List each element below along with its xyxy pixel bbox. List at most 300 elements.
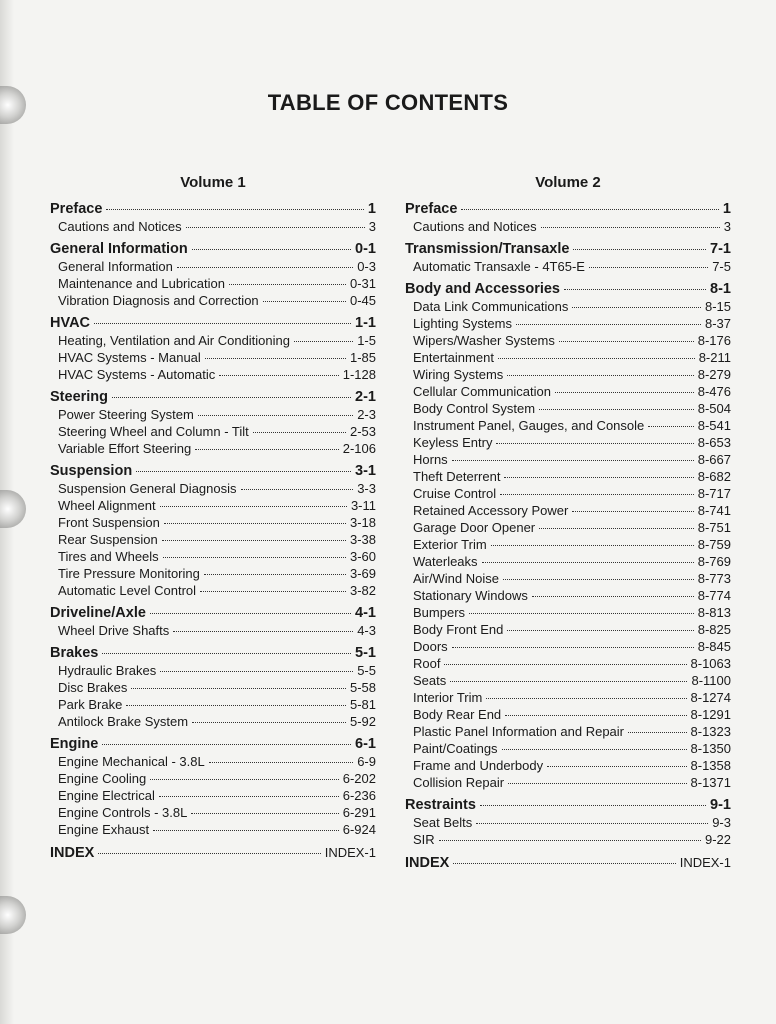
toc-entry-page: 8-279 (697, 367, 731, 382)
dot-leader (102, 744, 351, 745)
toc-section-heading-title: Suspension (50, 463, 133, 479)
toc-entry-title: Keyless Entry (413, 435, 493, 450)
toc-entry (50, 549, 376, 566)
toc-entry-page: 3-69 (349, 566, 376, 581)
toc-section-heading-page: 7-1 (710, 241, 731, 257)
toc-entry-page: 8-211 (698, 350, 731, 365)
dot-leader (150, 779, 339, 780)
toc-section-heading-title: Preface (50, 201, 103, 217)
toc-entry-title: Cellular Communication (413, 384, 551, 399)
toc-entry-page: 8-1063 (690, 656, 731, 671)
toc-entry (405, 815, 731, 832)
dot-leader (186, 227, 365, 228)
toc-section-heading (405, 201, 731, 219)
toc-section-heading-page: 3-1 (355, 463, 376, 479)
toc-section (405, 201, 731, 236)
dot-leader (541, 227, 720, 228)
toc-entry (50, 498, 376, 515)
toc-entry-title: Tire Pressure Monitoring (58, 566, 200, 581)
dot-leader (219, 375, 339, 376)
toc-entry-page: 8-1291 (690, 707, 731, 722)
toc-entry-page: 8-504 (697, 401, 731, 416)
toc-entry-title: Maintenance and Lubrication (58, 276, 225, 291)
toc-section-heading (405, 797, 731, 815)
dot-leader (648, 426, 693, 427)
toc-entry-page: 8-176 (697, 333, 731, 348)
dot-leader (162, 540, 346, 541)
dot-leader (589, 267, 708, 268)
toc-entry-title: Antilock Brake System (58, 714, 189, 729)
toc-entry-page: 8-541 (697, 418, 731, 433)
toc-entry-title: Body Control System (413, 401, 536, 416)
toc-entry (405, 350, 731, 367)
toc-entry (405, 775, 731, 792)
dot-leader (112, 397, 351, 398)
volume-2-title: Volume 2 (535, 174, 601, 191)
toc-section-heading (50, 389, 376, 407)
toc-section-heading (405, 241, 731, 259)
toc-entry-title: Tires and Wheels (58, 549, 159, 564)
dot-leader (502, 749, 687, 750)
toc-entry (405, 259, 731, 276)
toc-section-heading-title: Transmission/Transaxle (405, 241, 570, 257)
toc-entry (50, 771, 376, 788)
toc-entry-title: Wheel Alignment (58, 498, 156, 513)
toc-section-heading-title: Driveline/Axle (50, 605, 146, 621)
dot-leader (439, 840, 701, 841)
dot-leader (507, 630, 693, 631)
toc-entry (50, 333, 376, 350)
toc-entry (405, 333, 731, 350)
toc-entry-page: 3-38 (349, 532, 376, 547)
dot-leader (516, 324, 701, 325)
toc-entry-title: Doors (413, 639, 448, 654)
toc-entry-title: Bumpers (413, 605, 466, 620)
toc-entry-page: 8-773 (697, 571, 731, 586)
dot-leader (482, 562, 694, 563)
toc-index-entry (405, 855, 731, 873)
toc-entry-page: 5-81 (349, 697, 376, 712)
toc-entry-title: Rear Suspension (58, 532, 158, 547)
toc-entry-title: Suspension General Diagnosis (58, 481, 237, 496)
toc-entry (50, 623, 376, 640)
dot-leader (253, 432, 346, 433)
toc-entry-title: Entertainment (413, 350, 494, 365)
toc-entry (405, 605, 731, 622)
toc-section-heading (50, 645, 376, 663)
toc-section-heading-title: HVAC (50, 315, 91, 331)
toc-entry-title: Paint/Coatings (413, 741, 498, 756)
toc-entry-title: Steering Wheel and Column - Tilt (58, 424, 249, 439)
dot-leader (159, 796, 339, 797)
toc-entry-title: Seat Belts (413, 815, 473, 830)
toc-entry (50, 754, 376, 771)
dot-leader (539, 409, 694, 410)
toc-entry-page: 3-60 (349, 549, 376, 564)
toc-entry (405, 503, 731, 520)
toc-section-heading-page: 6-1 (355, 736, 376, 752)
toc-entry (405, 452, 731, 469)
volume-1-sections (50, 201, 376, 863)
toc-entry (405, 384, 731, 401)
dot-leader (476, 823, 708, 824)
toc-entry (405, 537, 731, 554)
dot-leader (164, 523, 346, 524)
dot-leader (173, 631, 353, 632)
toc-entry-title: General Information (58, 259, 173, 274)
dot-leader (453, 863, 675, 864)
toc-entry-title: Cautions and Notices (58, 219, 182, 234)
toc-entry-title: Collision Repair (413, 775, 505, 790)
dot-leader (461, 209, 719, 210)
toc-entry-page: 5-58 (349, 680, 376, 695)
toc-entry-title: Instrument Panel, Gauges, and Console (413, 418, 645, 433)
toc-entry-title: Theft Deterrent (413, 469, 501, 484)
toc-entry (50, 566, 376, 583)
dot-leader (241, 489, 354, 490)
toc-entry-page: 2-53 (349, 424, 376, 439)
toc-entry-page: 3-3 (357, 481, 376, 496)
toc-entry (405, 367, 731, 384)
toc-entry-title: Engine Mechanical - 3.8L (58, 754, 205, 769)
toc-section-heading (50, 315, 376, 333)
dot-leader (160, 671, 353, 672)
toc-entry (50, 219, 376, 236)
toc-entry-page: 8-1350 (690, 741, 731, 756)
toc-section-heading-title: Preface (405, 201, 458, 217)
toc-entry-page: 5-92 (349, 714, 376, 729)
toc-entry-page: 8-1371 (690, 775, 731, 790)
toc-entry-page: 6-291 (342, 805, 376, 820)
dot-leader (507, 375, 693, 376)
dot-leader (628, 732, 687, 733)
toc-entry-title: Garage Door Opener (413, 520, 536, 535)
toc-entry-title: Lighting Systems (413, 316, 512, 331)
toc-entry-page: 8-741 (697, 503, 731, 518)
dot-leader (496, 443, 693, 444)
toc-entry-title: Retained Accessory Power (413, 503, 569, 518)
page-title: TABLE OF CONTENTS (267, 90, 509, 115)
toc-index-entry-title: INDEX (405, 855, 450, 871)
toc-entry (50, 424, 376, 441)
toc-entry-page: 3 (368, 219, 376, 234)
toc-entry-title: Seats (413, 673, 447, 688)
toc-entry-title: Automatic Transaxle - 4T65-E (413, 259, 585, 274)
dot-leader (195, 449, 339, 450)
toc-entry-page: 8-653 (697, 435, 731, 450)
toc-entry-title: Engine Controls - 3.8L (58, 805, 188, 820)
toc-entry-page: 3 (723, 219, 731, 234)
toc-entry-page: 8-769 (697, 554, 731, 569)
toc-entry (405, 571, 731, 588)
toc-entry (405, 690, 731, 707)
dot-leader (532, 596, 694, 597)
dot-leader (150, 613, 351, 614)
toc-entry (50, 259, 376, 276)
toc-entry (50, 293, 376, 310)
toc-section (405, 241, 731, 276)
toc-entry-title: Disc Brakes (58, 680, 128, 695)
toc-entry-page: 6-236 (342, 788, 376, 803)
dot-leader (102, 653, 351, 654)
toc-entry-title: HVAC Systems - Automatic (58, 367, 216, 382)
dot-leader (491, 545, 694, 546)
toc-entry-page: 8-813 (697, 605, 731, 620)
toc-entry-page: 8-476 (697, 384, 731, 399)
toc-entry (50, 714, 376, 731)
toc-section (50, 645, 376, 731)
toc-entry (50, 367, 376, 384)
toc-section (50, 463, 376, 600)
toc-entry-page: 6-9 (357, 754, 376, 769)
toc-entry-title: Wipers/Washer Systems (413, 333, 555, 348)
toc-entry-title: Frame and Underbody (413, 758, 544, 773)
toc-section-heading-page: 5-1 (355, 645, 376, 661)
toc-entry (50, 532, 376, 549)
toc-entry (405, 316, 731, 333)
dot-leader (94, 323, 351, 324)
toc-entry-page: 8-1100 (691, 673, 731, 688)
toc-entry (50, 680, 376, 697)
toc-entry-page: 9-22 (704, 832, 731, 847)
toc-section-heading (50, 201, 376, 219)
binder-hole-middle (0, 490, 26, 528)
toc-section-heading-title: Steering (50, 389, 109, 405)
toc-entry-title: Wiring Systems (413, 367, 504, 382)
dot-leader (191, 813, 338, 814)
toc-entry-page: 8-717 (697, 486, 731, 501)
dot-leader (200, 591, 346, 592)
dot-leader (192, 722, 346, 723)
dot-leader (486, 698, 686, 699)
toc-entry-page: 8-682 (697, 469, 731, 484)
dot-leader (153, 830, 339, 831)
dot-leader (564, 289, 706, 290)
toc-entry-title: Variable Effort Steering (58, 441, 192, 456)
dot-leader (500, 494, 694, 495)
dot-leader (559, 341, 694, 342)
toc-entry-page: 8-37 (704, 316, 731, 331)
toc-entry-page: 3-18 (349, 515, 376, 530)
toc-index-entry-page: INDEX-1 (324, 845, 376, 860)
toc-section-heading-page: 1-1 (355, 315, 376, 331)
toc-entry-page: 3-11 (350, 498, 376, 513)
toc-section-heading-page: 1 (722, 201, 731, 217)
toc-entry-page: 5-5 (357, 663, 376, 678)
toc-entry (405, 622, 731, 639)
toc-entry-title: Engine Cooling (58, 771, 147, 786)
toc-entry-title: HVAC Systems - Manual (58, 350, 201, 365)
dot-leader (131, 688, 346, 689)
toc-entry-title: Plastic Panel Information and Repair (413, 724, 625, 739)
toc-entry-page: 0-45 (349, 293, 376, 308)
toc-entry (405, 832, 731, 849)
toc-section-heading-page: 1 (367, 201, 376, 217)
toc-section (50, 736, 376, 839)
toc-entry (50, 515, 376, 532)
toc-entry-title: Cruise Control (413, 486, 497, 501)
toc-entry (50, 441, 376, 458)
dot-leader (229, 284, 346, 285)
toc-entry-title: Stationary Windows (413, 588, 528, 603)
toc-entry-page: 8-667 (697, 452, 731, 467)
toc-entry (405, 673, 731, 690)
toc-entry-title: Air/Wind Noise (413, 571, 499, 586)
toc-section-heading-title: General Information (50, 241, 188, 257)
dot-leader (572, 511, 693, 512)
toc-entry-title: Cautions and Notices (413, 219, 537, 234)
toc-entry (50, 663, 376, 680)
toc-entry (50, 805, 376, 822)
dot-leader (160, 506, 347, 507)
toc-section-heading-title: Brakes (50, 645, 99, 661)
toc-entry-page: 1-128 (342, 367, 376, 382)
toc-section-heading (50, 605, 376, 623)
toc-entry (50, 788, 376, 805)
dot-leader (163, 557, 346, 558)
toc-section (50, 241, 376, 310)
dot-leader (205, 358, 346, 359)
toc-entry-title: Wheel Drive Shafts (58, 623, 170, 638)
toc-entry (405, 741, 731, 758)
toc-entry-page: 0-3 (357, 259, 376, 274)
volume-1-title: Volume 1 (180, 174, 246, 191)
toc-section (405, 797, 731, 849)
toc-entry-page: 2-106 (342, 441, 376, 456)
dot-leader (498, 358, 695, 359)
toc-section-heading-page: 8-1 (710, 281, 731, 297)
toc-section-heading (50, 241, 376, 259)
toc-entry-page: 8-1358 (690, 758, 731, 773)
toc-entry-title: Engine Electrical (58, 788, 155, 803)
toc-entry-page: 3-82 (349, 583, 376, 598)
toc-index-entry-title: INDEX (50, 845, 95, 861)
toc-entry-page: 8-759 (697, 537, 731, 552)
toc-entry-page: 2-3 (357, 407, 376, 422)
toc-entry-title: Park Brake (58, 697, 123, 712)
toc-entry (50, 822, 376, 839)
toc-entry-page: 7-5 (712, 259, 731, 274)
toc-entry-page: 4-3 (357, 623, 376, 638)
toc-section-heading-title: Restraints (405, 797, 476, 813)
toc-entry-page: 6-924 (342, 822, 376, 837)
dot-leader (263, 301, 346, 302)
toc-entry-title: Front Suspension (58, 515, 160, 530)
toc-entry-title: Heating, Ventilation and Air Conditioning (58, 333, 290, 348)
toc-section (50, 315, 376, 384)
dot-leader (452, 460, 694, 461)
toc-section-heading-page: 9-1 (710, 797, 731, 813)
dot-leader (98, 853, 320, 854)
toc-entry-page: 9-3 (712, 815, 731, 830)
toc-entry-page: 8-751 (697, 520, 731, 535)
dot-leader (503, 579, 694, 580)
toc-entry-title: Body Rear End (413, 707, 502, 722)
toc-entry-title: Body Front End (413, 622, 504, 637)
dot-leader (452, 647, 694, 648)
toc-entry (50, 583, 376, 600)
toc-entry-title: Engine Exhaust (58, 822, 150, 837)
dot-leader (106, 209, 364, 210)
toc-entry-page: 1-5 (357, 333, 376, 348)
dot-leader (539, 528, 694, 529)
dot-leader (126, 705, 346, 706)
toc-section (50, 389, 376, 458)
toc-entry-title: Automatic Level Control (58, 583, 197, 598)
toc-entry-title: SIR (413, 832, 435, 847)
toc-entry (405, 554, 731, 571)
toc-entry (405, 435, 731, 452)
toc-entry-title: Vibration Diagnosis and Correction (58, 293, 259, 308)
toc-entry-page: 0-31 (349, 276, 376, 291)
toc-index-entry (50, 845, 376, 863)
toc-entry-title: Horns (413, 452, 448, 467)
toc-entry-title: Roof (413, 656, 441, 671)
toc-entry-page: 8-825 (697, 622, 731, 637)
toc-entry (50, 276, 376, 293)
toc-entry (50, 697, 376, 714)
toc-entry (405, 299, 731, 316)
toc-entry (405, 486, 731, 503)
toc-section-heading (50, 463, 376, 481)
dot-leader (573, 249, 706, 250)
toc-entry-title: Power Steering System (58, 407, 194, 422)
dot-leader (504, 477, 693, 478)
toc-section (50, 605, 376, 640)
dot-leader (192, 249, 351, 250)
toc-section-heading (50, 736, 376, 754)
dot-leader (572, 307, 701, 308)
toc-entry-page: 6-202 (342, 771, 376, 786)
binder-hole-bottom (0, 896, 26, 934)
toc-entry (405, 639, 731, 656)
dot-leader (198, 415, 353, 416)
dot-leader (294, 341, 353, 342)
dot-leader (136, 471, 351, 472)
volume-2-sections (405, 201, 731, 873)
toc-entry-page: 1-85 (349, 350, 376, 365)
toc-entry-page: 8-845 (697, 639, 731, 654)
dot-leader (555, 392, 694, 393)
dot-leader (177, 267, 353, 268)
toc-entry-page: 8-15 (704, 299, 731, 314)
toc-entry (405, 758, 731, 775)
toc-entry (405, 520, 731, 537)
toc-section-heading-page: 0-1 (355, 241, 376, 257)
toc-entry (405, 469, 731, 486)
toc-entry (405, 588, 731, 605)
dot-leader (469, 613, 694, 614)
toc-entry (50, 481, 376, 498)
toc-section (405, 281, 731, 792)
volume-1-column (50, 174, 376, 863)
toc-entry (405, 418, 731, 435)
dot-leader (444, 664, 686, 665)
toc-entry-title: Exterior Trim (413, 537, 487, 552)
toc-entry (405, 401, 731, 418)
dot-leader (480, 805, 706, 806)
dot-leader (505, 715, 686, 716)
toc-entry (50, 350, 376, 367)
dot-leader (450, 681, 687, 682)
toc-section-heading (405, 281, 731, 299)
dot-leader (204, 574, 346, 575)
toc-entry (405, 219, 731, 236)
toc-index-entry-page: INDEX-1 (679, 855, 731, 870)
toc-entry-title: Data Link Communications (413, 299, 569, 314)
toc-entry (405, 724, 731, 741)
toc-section-heading-title: Body and Accessories (405, 281, 560, 297)
